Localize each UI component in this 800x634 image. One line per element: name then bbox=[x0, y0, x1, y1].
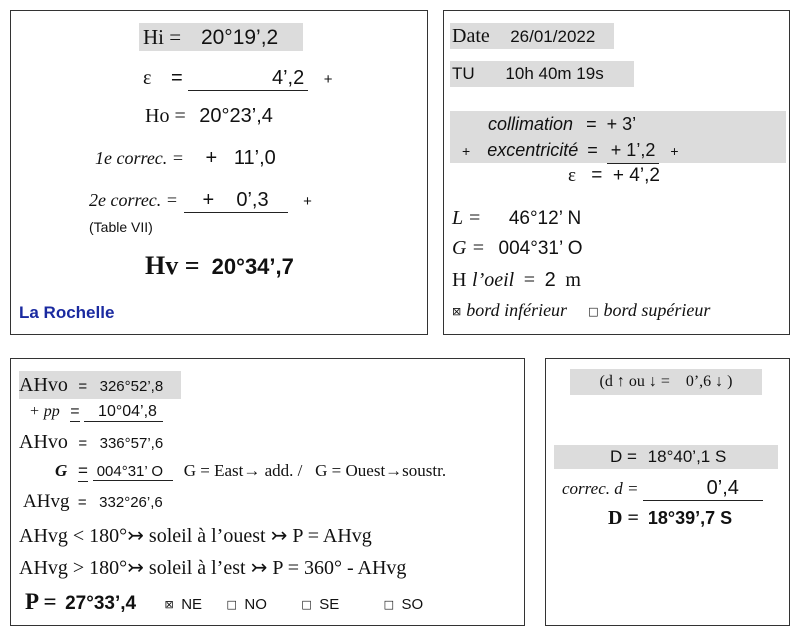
excentricity-plus-right: + bbox=[670, 143, 679, 159]
ahvo-sum-value: = 336°57’,6 bbox=[78, 435, 164, 452]
declination-label: D = bbox=[610, 447, 637, 466]
latitude-label: L = bbox=[452, 207, 482, 229]
epsilon-sum-symbol: ε bbox=[568, 165, 576, 186]
observation-info-panel bbox=[443, 10, 790, 335]
ahvo-label: AHvo bbox=[19, 374, 68, 396]
eye-height-oeil: l’oeil bbox=[472, 269, 515, 291]
so-label: SO bbox=[401, 596, 424, 613]
ahvg-row bbox=[23, 491, 163, 513]
declination-final-row bbox=[608, 507, 732, 530]
latitude-row bbox=[452, 207, 581, 230]
ahvo-sum-label: AHvo bbox=[19, 431, 68, 453]
d-variation-row bbox=[570, 369, 762, 395]
declination-value: 18°40’,1 S bbox=[647, 447, 727, 466]
declination-panel bbox=[545, 358, 790, 626]
ahvg-label: AHvg bbox=[23, 491, 70, 512]
collimation-row bbox=[450, 111, 786, 137]
correction1-row bbox=[95, 147, 276, 170]
pp-eq: = bbox=[70, 403, 80, 420]
tu-row bbox=[450, 61, 634, 87]
eye-height-unit: m bbox=[565, 269, 581, 291]
declination-final-value: 18°39’,7 S bbox=[647, 508, 733, 528]
excentricity-label: excentricité bbox=[487, 140, 579, 160]
longitude-value: 004°31’ O bbox=[498, 238, 583, 259]
longitude-row bbox=[452, 237, 583, 260]
no-label: NO bbox=[244, 596, 267, 613]
excentricity-value: + 1’,2 bbox=[607, 137, 660, 164]
hour-angle-panel bbox=[10, 358, 525, 626]
ne-label: NE bbox=[181, 596, 203, 613]
declination-final-label: D = bbox=[608, 507, 639, 529]
hi-label: Hi = bbox=[143, 25, 182, 49]
lower-limb-checkbox-icon[interactable]: ⊠ bbox=[452, 305, 462, 318]
excentricity-plus-left: + bbox=[462, 143, 471, 159]
upper-limb-label: bord supérieur bbox=[603, 300, 711, 320]
ahvo-value: = 326°52’,8 bbox=[78, 378, 164, 395]
correction1-label: 1e correc. = bbox=[95, 148, 184, 168]
ahvg-value: = 332°26’,6 bbox=[77, 494, 163, 511]
correction2-plus: + bbox=[303, 193, 312, 210]
hi-row bbox=[139, 23, 303, 51]
hi-value: 20°19’,2 bbox=[200, 26, 279, 49]
so-checkbox-icon[interactable]: □ bbox=[383, 598, 395, 611]
excentricity-eq: = bbox=[587, 140, 598, 160]
eye-height-row bbox=[452, 269, 581, 292]
ahvo-row bbox=[19, 371, 181, 399]
eye-height-label: H bbox=[452, 269, 467, 291]
collimation-label: collimation bbox=[488, 114, 574, 134]
eye-height-value: 2 bbox=[544, 269, 556, 291]
declination-correction-row bbox=[562, 477, 763, 501]
pp-row bbox=[29, 403, 163, 422]
epsilon-sum-value: = + 4’,2 bbox=[591, 165, 660, 186]
p-label: P = bbox=[25, 589, 57, 614]
correction2-value: + 0’,3 bbox=[184, 189, 288, 213]
ne-checkbox-icon[interactable]: ⊠ bbox=[164, 598, 174, 611]
eye-height-eq: = bbox=[523, 269, 536, 291]
epsilon-eq: = bbox=[170, 67, 183, 89]
d-variation-text: (d ↑ ou ↓ = 0’,6 ↓ ) bbox=[599, 373, 733, 390]
declination-correction-value: 0’,4 bbox=[643, 477, 763, 501]
hv-value: 20°34’,7 bbox=[211, 254, 294, 279]
pp-value: 10°04’,8 bbox=[84, 403, 163, 422]
latitude-value: 46°12’ N bbox=[508, 208, 582, 229]
correction1-value: + 11’,0 bbox=[205, 147, 276, 169]
upper-limb-checkbox-icon[interactable]: □ bbox=[588, 305, 599, 318]
declination-correction-label: correc. d = bbox=[562, 479, 639, 498]
epsilon-row bbox=[143, 67, 333, 91]
epsilon-symbol: ε bbox=[143, 67, 152, 89]
lower-limb-label: bord inférieur bbox=[466, 300, 568, 320]
tu-label: TU bbox=[452, 64, 475, 83]
hv-label: Hv = bbox=[145, 251, 200, 280]
epsilon-value: 4’,2 bbox=[188, 67, 308, 91]
rule-west: AHvg < 180°↣ soleil à l’ouest ↣ P = AHvg bbox=[19, 525, 372, 547]
hv-row bbox=[145, 251, 294, 281]
ho-value: 20°23’,4 bbox=[199, 105, 273, 127]
g-eq: = bbox=[78, 461, 88, 480]
height-correction-panel bbox=[10, 10, 428, 335]
g-value: 004°31’ O bbox=[93, 463, 173, 481]
date-row bbox=[450, 23, 614, 49]
place-name: La Rochelle bbox=[19, 303, 115, 322]
se-label: SE bbox=[319, 596, 340, 613]
se-checkbox-icon[interactable]: □ bbox=[301, 598, 312, 611]
date-value: 26/01/2022 bbox=[510, 27, 596, 46]
correction2-label: 2e correc. = bbox=[89, 190, 178, 210]
limb-row bbox=[452, 300, 710, 321]
p-row bbox=[25, 589, 423, 615]
epsilon-sum-row bbox=[568, 165, 660, 187]
no-checkbox-icon[interactable]: □ bbox=[226, 598, 237, 611]
g-label: G bbox=[55, 461, 68, 480]
declination-row bbox=[554, 445, 778, 469]
epsilon-plus: + bbox=[323, 71, 333, 88]
g-rule: G = East→ add. / G = Ouest→soustr. bbox=[183, 461, 447, 480]
rule-east: AHvg > 180°↣ soleil à l’est ↣ P = 360° - AHvg bbox=[19, 557, 407, 579]
excentricity-row bbox=[450, 137, 786, 163]
p-value: 27°33’,4 bbox=[65, 593, 137, 614]
table-reference: (Table VII) bbox=[89, 219, 153, 235]
ho-row bbox=[145, 105, 273, 128]
collimation-value: = + 3’ bbox=[586, 114, 637, 134]
longitude-correction-row bbox=[55, 461, 446, 482]
correction2-row bbox=[89, 189, 312, 213]
pp-label: + pp bbox=[29, 403, 60, 420]
tu-value: 10h 40m 19s bbox=[505, 64, 604, 83]
ahvo-sum-row bbox=[19, 431, 163, 454]
date-label: Date bbox=[452, 25, 490, 47]
ho-label: Ho = bbox=[145, 105, 186, 127]
longitude-label: G = bbox=[452, 237, 485, 259]
